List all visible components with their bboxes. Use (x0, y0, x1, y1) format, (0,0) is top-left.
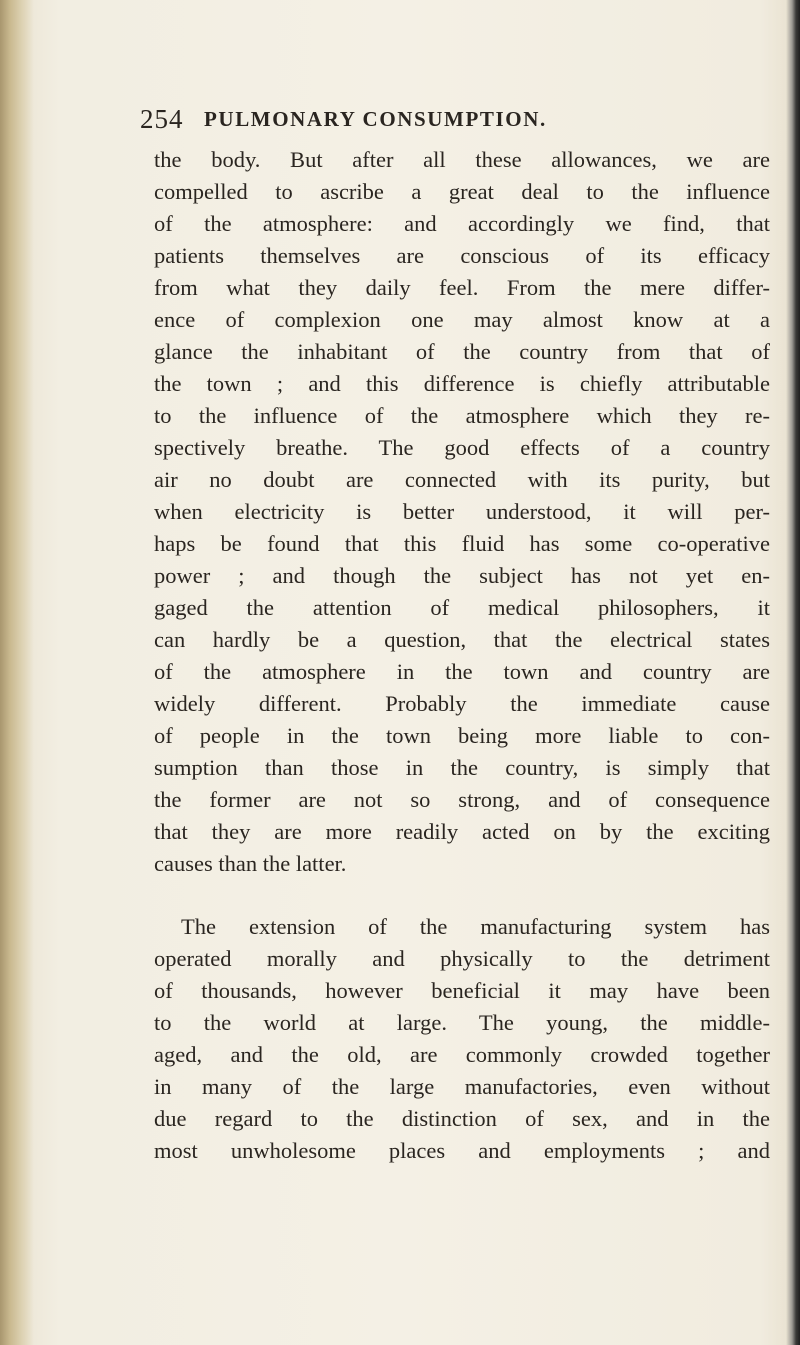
text-line: to the world at large. The young, the middle- (154, 1010, 770, 1035)
text-line: The extension of the manufacturing system has (181, 914, 770, 939)
text-line: patients themselves are conscious of its efficacy (154, 243, 770, 268)
binding-gutter (0, 0, 34, 1345)
text-line: from what they daily feel. From the mere differ- (154, 275, 770, 300)
text-line: most unwholesome places and employments ; and (154, 1138, 770, 1163)
page-number: 254 (140, 104, 184, 134)
text-line: ence of complexion one may almost know at a (154, 307, 770, 332)
text-line: that they are more readily acted on by the exciting (154, 819, 770, 844)
paragraph-gap (154, 880, 770, 911)
text-line: spectively breathe. The good effects of a country (154, 435, 770, 460)
text-line: of people in the town being more liable to con- (154, 723, 770, 748)
body-text (154, 144, 770, 1167)
text-line: haps be found that this fluid has some co-operative (154, 531, 770, 556)
text-line: the former are not so strong, and of consequence (154, 787, 770, 812)
text-line: in many of the large manufactories, even without (154, 1074, 770, 1099)
text-line: causes than the latter. (154, 851, 347, 876)
text-line: the body. But after all these allowances, we are (154, 147, 770, 172)
text-line: operated morally and physically to the detriment (154, 946, 770, 971)
text-line: the town ; and this difference is chiefly attributable (154, 371, 770, 396)
text-line: can hardly be a question, that the electrical states (154, 627, 770, 652)
page-header (140, 100, 780, 140)
running-head: PULMONARY CONSUMPTION. (204, 107, 547, 131)
text-line: when electricity is better understood, it will per- (154, 499, 770, 524)
text-line: glance the inhabitant of the country from that of (154, 339, 770, 364)
text-line: power ; and though the subject has not yet en- (154, 563, 770, 588)
text-line: compelled to ascribe a great deal to the influence (154, 179, 770, 204)
text-line: aged, and the old, are commonly crowded together (154, 1042, 770, 1067)
text-line: widely different. Probably the immediate cause (154, 691, 770, 716)
text-line: to the influence of the atmosphere which they re- (154, 403, 770, 428)
text-line: of the atmosphere in the town and country are (154, 659, 770, 684)
page-edge (786, 0, 800, 1345)
text-line: gaged the attention of medical philosophers, it (154, 595, 770, 620)
text-line: due regard to the distinction of sex, and in the (154, 1106, 770, 1131)
text-line: of thousands, however beneficial it may have been (154, 978, 770, 1003)
text-line: sumption than those in the country, is simply that (154, 755, 770, 780)
text-line: air no doubt are connected with its purity, but (154, 467, 770, 492)
text-line: of the atmosphere: and accordingly we find, that (154, 211, 770, 236)
